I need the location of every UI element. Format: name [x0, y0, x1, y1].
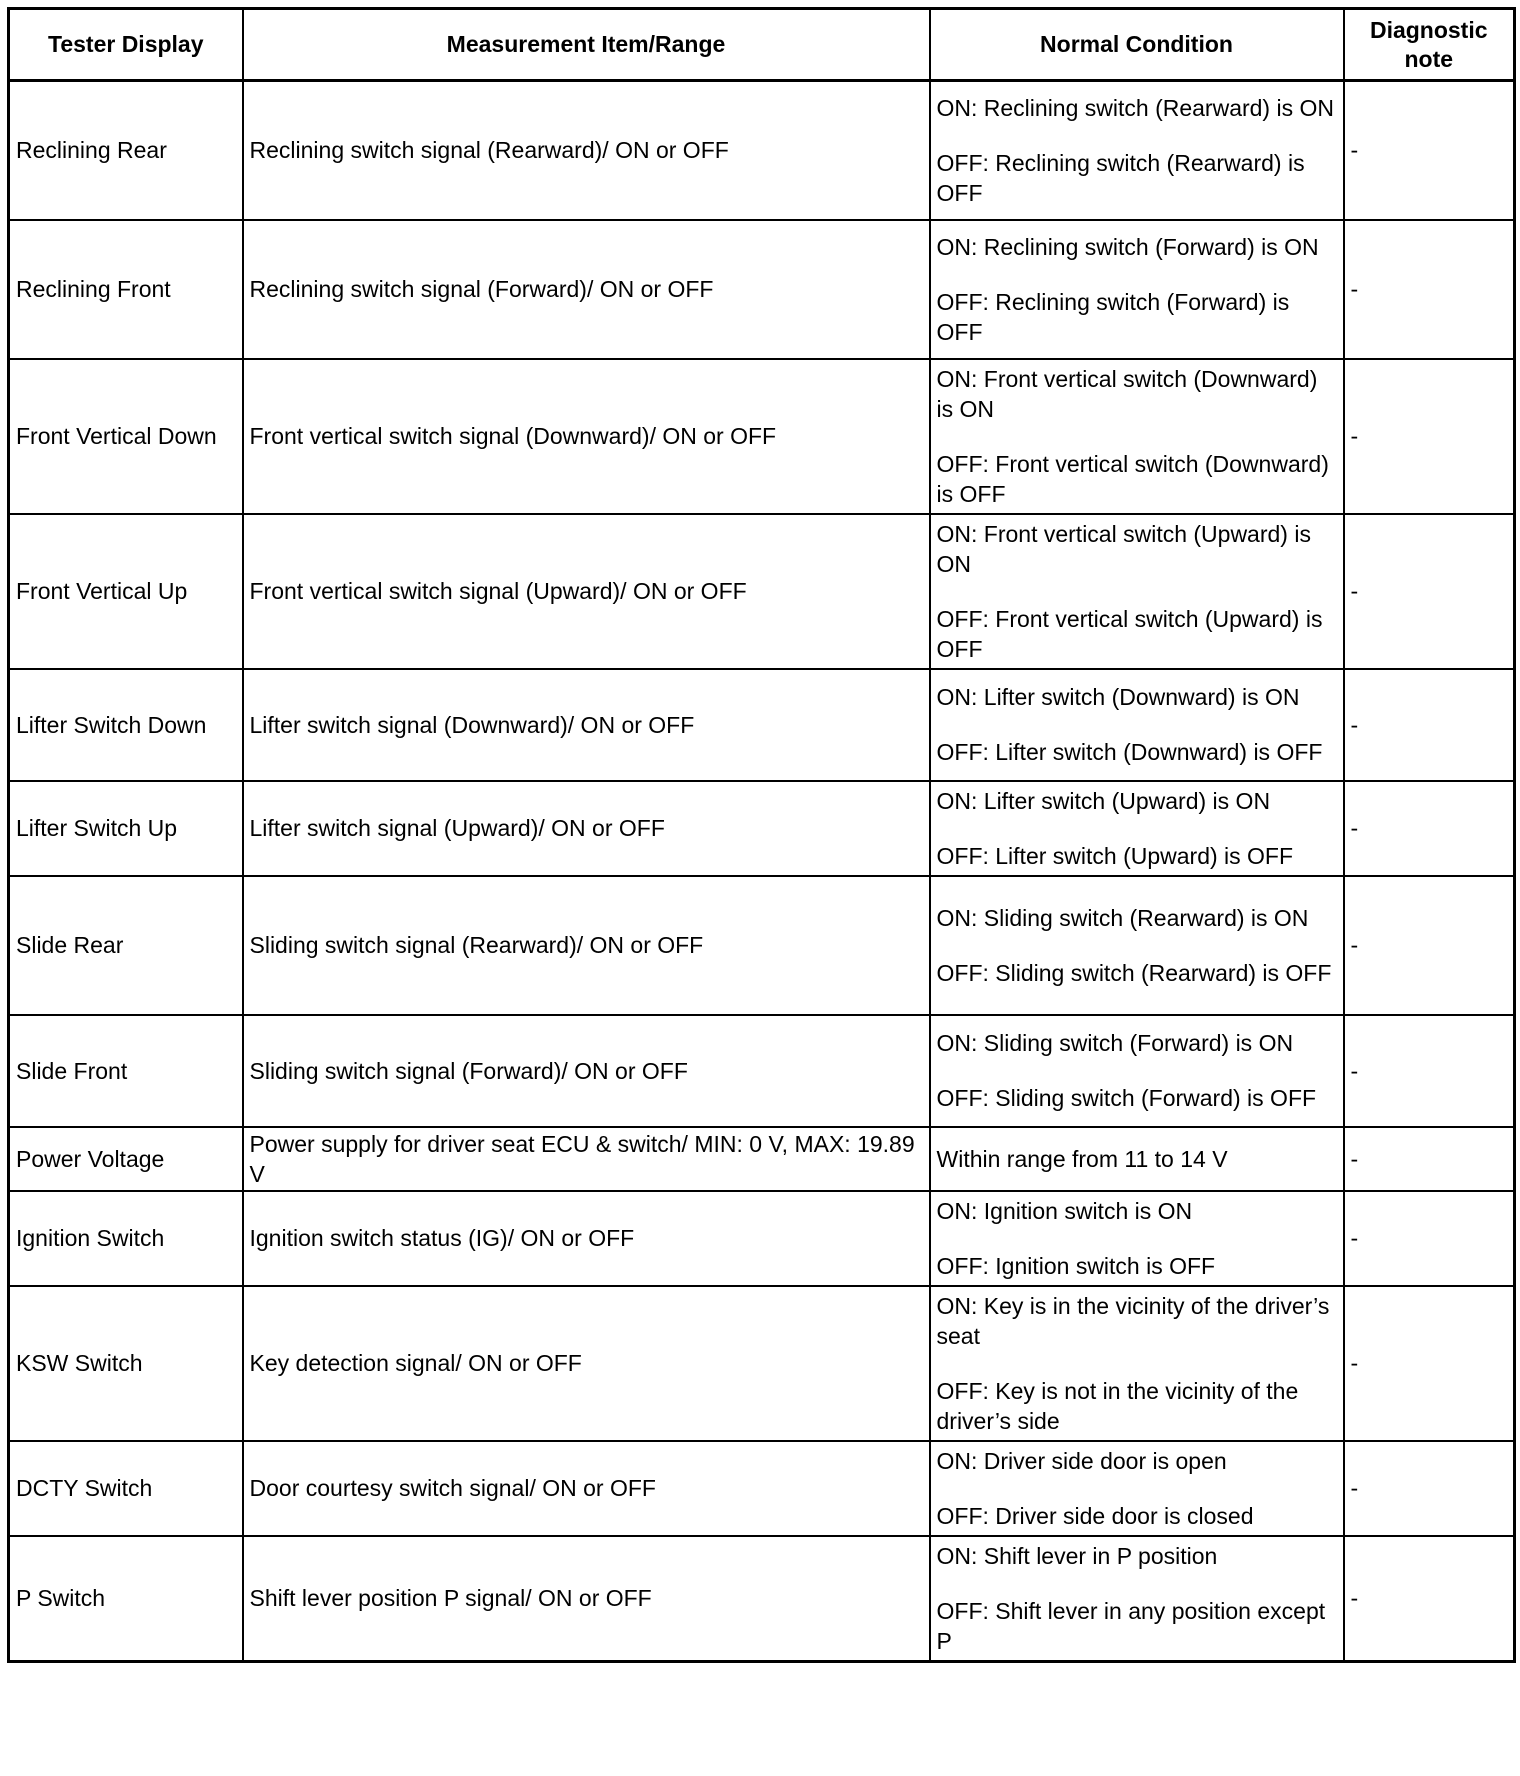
measurement-cell: Lifter switch signal (Downward)/ ON or OFF [243, 669, 930, 781]
normal-condition-cell [930, 1127, 1344, 1191]
diagnostic-note-cell: - [1344, 1536, 1515, 1662]
condition-off-text: OFF: Front vertical switch (Downward) is OFF [936, 450, 1329, 507]
header-tester-display: Tester Display [9, 9, 243, 81]
diagnostic-note-cell: - [1344, 514, 1515, 669]
condition-on-text: ON: Lifter switch (Upward) is ON [936, 787, 1271, 814]
table-row [9, 669, 1515, 781]
measurement-cell: Sliding switch signal (Forward)/ ON or OFF [243, 1015, 930, 1127]
header-normal-condition: Normal Condition [930, 9, 1344, 81]
tester-display-cell: P Switch [9, 1536, 243, 1662]
diagnostic-note-cell: - [1344, 1441, 1515, 1536]
condition-on-text: ON: Reclining switch (Rearward) is ON [936, 94, 1334, 121]
diagnostic-note-cell: - [1344, 1015, 1515, 1127]
condition-off-text: OFF: Ignition switch is OFF [936, 1252, 1216, 1279]
condition-off-text: OFF: Sliding switch (Rearward) is OFF [936, 959, 1332, 986]
tester-display-cell: Power Voltage [9, 1127, 243, 1191]
condition-off-text: OFF: Key is not in the vicinity of the driver’s side [936, 1377, 1299, 1434]
condition-on-text: ON: Sliding switch (Forward) is ON [936, 1030, 1294, 1056]
table-row [9, 359, 1515, 514]
condition-off-text: OFF: Front vertical switch (Upward) is OFF [936, 605, 1323, 662]
diagnostic-note-cell: - [1344, 359, 1515, 514]
table-row [9, 1536, 1515, 1662]
tester-display-cell: Front Vertical Up [9, 514, 243, 669]
measurement-cell: Lifter switch signal (Upward)/ ON or OFF [243, 781, 930, 876]
table-row [9, 1127, 1515, 1191]
condition-on-text: ON: Ignition switch is ON [936, 1197, 1193, 1224]
condition-off-text: OFF: Lifter switch (Upward) is OFF [936, 842, 1294, 869]
measurement-cell: Reclining switch signal (Rearward)/ ON or OFF [243, 81, 930, 220]
normal-condition-cell [930, 81, 1344, 220]
condition-on-text: ON: Sliding switch (Rearward) is ON [936, 904, 1309, 931]
diagnostic-note-cell: - [1344, 81, 1515, 220]
tester-display-cell: Lifter Switch Up [9, 781, 243, 876]
table-row [9, 876, 1515, 1015]
measurement-cell: Power supply for driver seat ECU & switch/ MIN: 0 V, MAX: 19.89 V [243, 1127, 930, 1191]
diagnostic-note-cell: - [1344, 876, 1515, 1015]
tester-display-cell: Slide Front [9, 1015, 243, 1127]
tester-display-cell: Reclining Rear [9, 81, 243, 220]
measurement-cell: Front vertical switch signal (Downward)/ ON or OFF [243, 359, 930, 514]
normal-condition-cell [930, 781, 1344, 876]
tester-display-cell: Front Vertical Down [9, 359, 243, 514]
table-row [9, 220, 1515, 359]
measurement-cell: Shift lever position P signal/ ON or OFF [243, 1536, 930, 1662]
measurement-cell: Ignition switch status (IG)/ ON or OFF [243, 1191, 930, 1286]
tester-display-cell: Lifter Switch Down [9, 669, 243, 781]
table-row [9, 781, 1515, 876]
measurement-cell: Door courtesy switch signal/ ON or OFF [243, 1441, 930, 1536]
diagnostic-note-cell: - [1344, 1127, 1515, 1191]
measurement-cell: Sliding switch signal (Rearward)/ ON or OFF [243, 876, 930, 1015]
normal-condition-cell [930, 514, 1344, 669]
table-row [9, 1441, 1515, 1536]
diagnostic-note-cell: - [1344, 669, 1515, 781]
tester-display-cell: Slide Rear [9, 876, 243, 1015]
normal-condition-cell [930, 669, 1344, 781]
table-row [9, 1191, 1515, 1286]
diagnostic-note-cell: - [1344, 1286, 1515, 1441]
measurement-cell: Front vertical switch signal (Upward)/ ON or OFF [243, 514, 930, 669]
table-row [9, 514, 1515, 669]
data-list-table [7, 7, 1516, 1663]
diagnostic-note-cell: - [1344, 220, 1515, 359]
header-diagnostic-note: Diagnostic note [1344, 9, 1515, 81]
table-row [9, 81, 1515, 220]
normal-condition-cell [930, 1536, 1344, 1662]
table-row [9, 1015, 1515, 1127]
tester-display-cell: KSW Switch [9, 1286, 243, 1441]
normal-condition-cell [930, 876, 1344, 1015]
normal-condition-cell [930, 1015, 1344, 1127]
diagnostic-note-cell: - [1344, 1191, 1515, 1286]
normal-condition-cell [930, 1441, 1344, 1536]
condition-off-text: OFF: Reclining switch (Forward) is OFF [936, 288, 1290, 345]
condition-on-text: ON: Shift lever in P position [936, 1542, 1218, 1569]
condition-on-text: ON: Key is in the vicinity of the driver’s seat [936, 1292, 1330, 1349]
condition-on-text: ON: Front vertical switch (Downward) is ON [936, 365, 1318, 422]
condition-off-text: OFF: Lifter switch (Downward) is OFF [936, 739, 1323, 765]
condition-off-text: OFF: Shift lever in any position except P [936, 1597, 1326, 1654]
normal-condition-cell [930, 220, 1344, 359]
header-measurement-item: Measurement Item/Range [243, 9, 930, 81]
normal-condition-cell [930, 1191, 1344, 1286]
normal-condition-cell [930, 1286, 1344, 1441]
condition-off-text: OFF: Reclining switch (Rearward) is OFF [936, 149, 1305, 206]
condition-off-text: OFF: Driver side door is closed [936, 1502, 1254, 1529]
tester-display-cell: Reclining Front [9, 220, 243, 359]
measurement-cell: Reclining switch signal (Forward)/ ON or OFF [243, 220, 930, 359]
normal-condition-cell [930, 359, 1344, 514]
condition-on-text: ON: Lifter switch (Downward) is ON [936, 684, 1300, 710]
diagnostic-note-cell: - [1344, 781, 1515, 876]
tester-display-cell: Ignition Switch [9, 1191, 243, 1286]
table-header-row [9, 9, 1515, 81]
table-row [9, 1286, 1515, 1441]
condition-on-text: ON: Driver side door is open [936, 1447, 1227, 1474]
condition-on-text: Within range from 11 to 14 V [936, 1145, 1228, 1172]
condition-off-text: OFF: Sliding switch (Forward) is OFF [936, 1085, 1317, 1111]
tester-display-cell: DCTY Switch [9, 1441, 243, 1536]
condition-on-text: ON: Reclining switch (Forward) is ON [936, 233, 1319, 260]
condition-on-text: ON: Front vertical switch (Upward) is ON [936, 520, 1311, 577]
measurement-cell: Key detection signal/ ON or OFF [243, 1286, 930, 1441]
